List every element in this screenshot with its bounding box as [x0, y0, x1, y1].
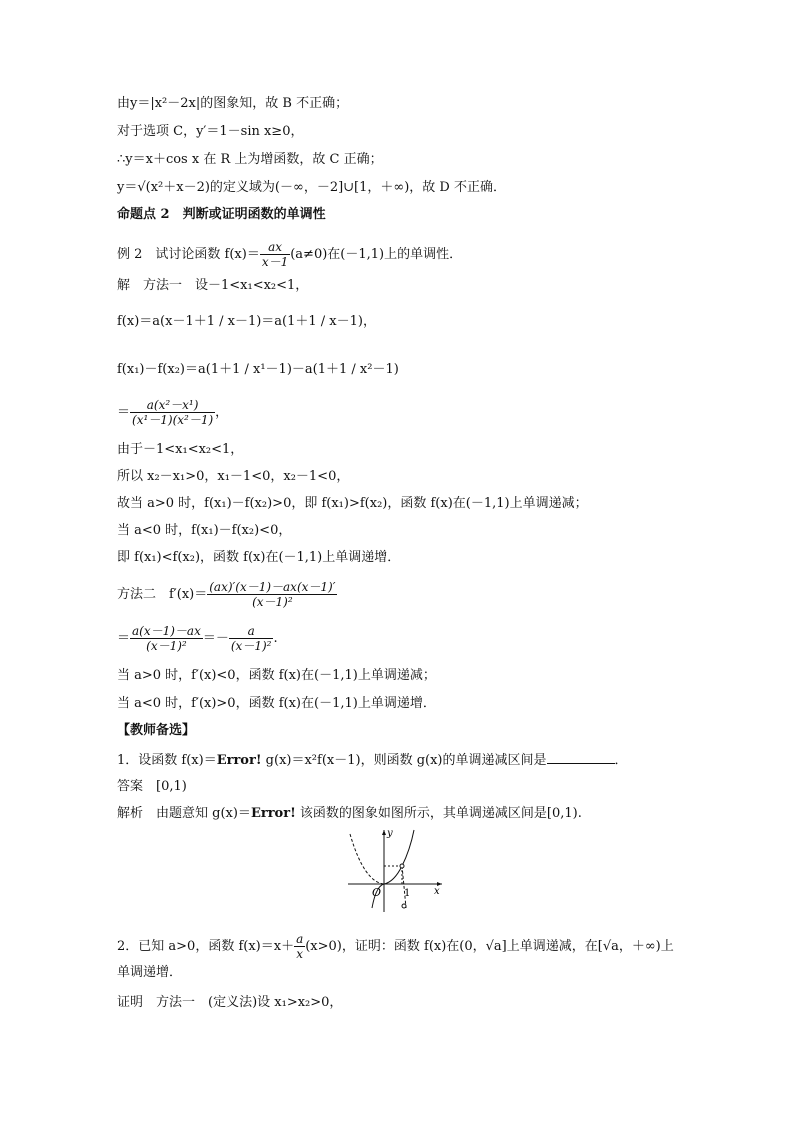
analysis-line: [117, 806, 582, 822]
text: 1．设函数 f(x)＝: [117, 753, 217, 768]
text-line: 当 a<0 时，f(x₁)－f(x₂)<0，: [117, 523, 292, 538]
section-heading: 命题点 2 判断或证明函数的单调性: [117, 207, 326, 222]
text: 方法二 f′(x)＝: [117, 587, 208, 602]
text: ．: [614, 753, 628, 768]
text-line: 当 a>0 时，f′(x)<0，函数 f(x)在(－1,1)上单调递减；: [117, 668, 436, 683]
fraction: [229, 624, 274, 653]
numerator: a(x²－x¹): [130, 398, 215, 413]
math-line: ＝ $\frac{\text{a(x²－x¹)}}{\text{(x¹－1)(x²－1)}}$ ，: [117, 398, 229, 427]
text: 该函数的图象如图所示，其单调递减区间是[0,1).: [295, 806, 582, 821]
fraction: [260, 240, 290, 269]
text-line: ∴y＝x＋cos x 在 R 上为增函数，故 C 正确；: [117, 152, 383, 167]
answer-line: 答案 [0,1): [117, 779, 187, 794]
text-line: 解 方法一 设－1<x₁<x₂<1，: [117, 278, 309, 293]
text: (x>0)，证明：函数 f(x)在(0，√a]上单调递减，在[√a，＋∞)上: [305, 939, 674, 954]
text-line: 对于选项 C，y′＝1－sin x≥0，: [117, 124, 304, 139]
text-line: 单调递增．: [117, 965, 183, 980]
math-line: f(x₁)－f(x₂)＝a(1＋1 / x¹－1)－a(1＋1 / x²－1): [117, 362, 399, 377]
x-label: x: [434, 886, 440, 897]
open-point: [400, 864, 404, 868]
origin-label: O: [372, 886, 382, 899]
example-line: [117, 240, 462, 269]
denominator: (x－1)²: [230, 639, 272, 653]
text-line: 故当 a>0 时，f(x₁)－f(x₂)>0，即 f(x₁)>f(x₂)，函数 f(x)在(－1,1)上单调递减；: [117, 496, 588, 511]
text: 例 2 试讨论函数 f(x)＝: [117, 247, 260, 262]
text: (a≠0)在(－1,1)上的单调性．: [290, 247, 463, 262]
text-line: 由y＝|x²－2x|的图象知，故 B 不正确；: [117, 96, 349, 111]
math-line: ＝ $\frac{a(x-1)-ax}{\text{(x－1)²}}$ ＝－ $\frac{a}{\text{(x－1)²}}$ .: [117, 624, 278, 653]
fraction: [207, 580, 337, 609]
text-line: 当 a<0 时，f′(x)>0，函数 f(x)在(－1,1)上单调递增．: [117, 696, 436, 711]
denominator: (x¹－1)(x²－1): [132, 413, 214, 427]
numerator: (ax)′(x－1)－ax(x－1)′: [209, 580, 336, 594]
fraction: [130, 398, 215, 427]
y-label: y: [387, 828, 393, 839]
open-point: [402, 904, 406, 908]
text-line: 由于－1<x₁<x₂<1，: [117, 442, 244, 457]
numerator: ax: [260, 240, 290, 255]
text-line: y＝√(x²＋x－2)的定义域为(－∞，－2]∪[1，＋∞)，故 D 不正确．: [117, 180, 506, 195]
question-line: [117, 932, 674, 961]
text-line: 即 f(x₁)<f(x₂)，函数 f(x)在(－1,1)上单调递增．: [117, 550, 401, 565]
math-line: f(x)＝a(x－1＋1 / x－1)＝a(1＋1 / x－1)，: [117, 314, 376, 329]
denominator: (x－1)²: [146, 639, 187, 653]
denominator: x: [296, 947, 304, 961]
denominator: (x－1)²: [252, 595, 293, 609]
text-line: 所以 x₂－x₁>0，x₁－1<0，x₂－1<0，: [117, 469, 350, 484]
section-heading: 【教师备选】: [117, 723, 196, 738]
error-marker: Error!: [250, 806, 296, 821]
tick-label: 1: [404, 888, 411, 899]
y-axis-arrow: [382, 830, 386, 835]
denominator: x－1: [261, 255, 289, 269]
fraction: [294, 932, 305, 961]
numerator: a: [296, 932, 304, 946]
text: 解析 由题意知 g(x)＝: [117, 806, 251, 821]
dashed-curve-left: [350, 834, 384, 884]
text: g(x)＝x²f(x－1)，则函数 g(x)的单调递减区间是: [261, 753, 547, 768]
numerator: a(x－1)－ax: [132, 624, 201, 638]
math-line: [117, 580, 337, 609]
function-graph: [346, 826, 446, 914]
numerator: a: [229, 624, 274, 639]
error-marker: Error!: [216, 753, 262, 768]
answer-blank: [547, 751, 615, 764]
question-line: [117, 751, 628, 769]
dashed-curve-right: [402, 866, 406, 908]
text: 2．已知 a>0，函数 f(x)＝x＋: [117, 939, 295, 954]
text-line: 证明 方法一 (定义法)设 x₁>x₂>0，: [117, 995, 343, 1010]
fraction: [130, 624, 203, 653]
